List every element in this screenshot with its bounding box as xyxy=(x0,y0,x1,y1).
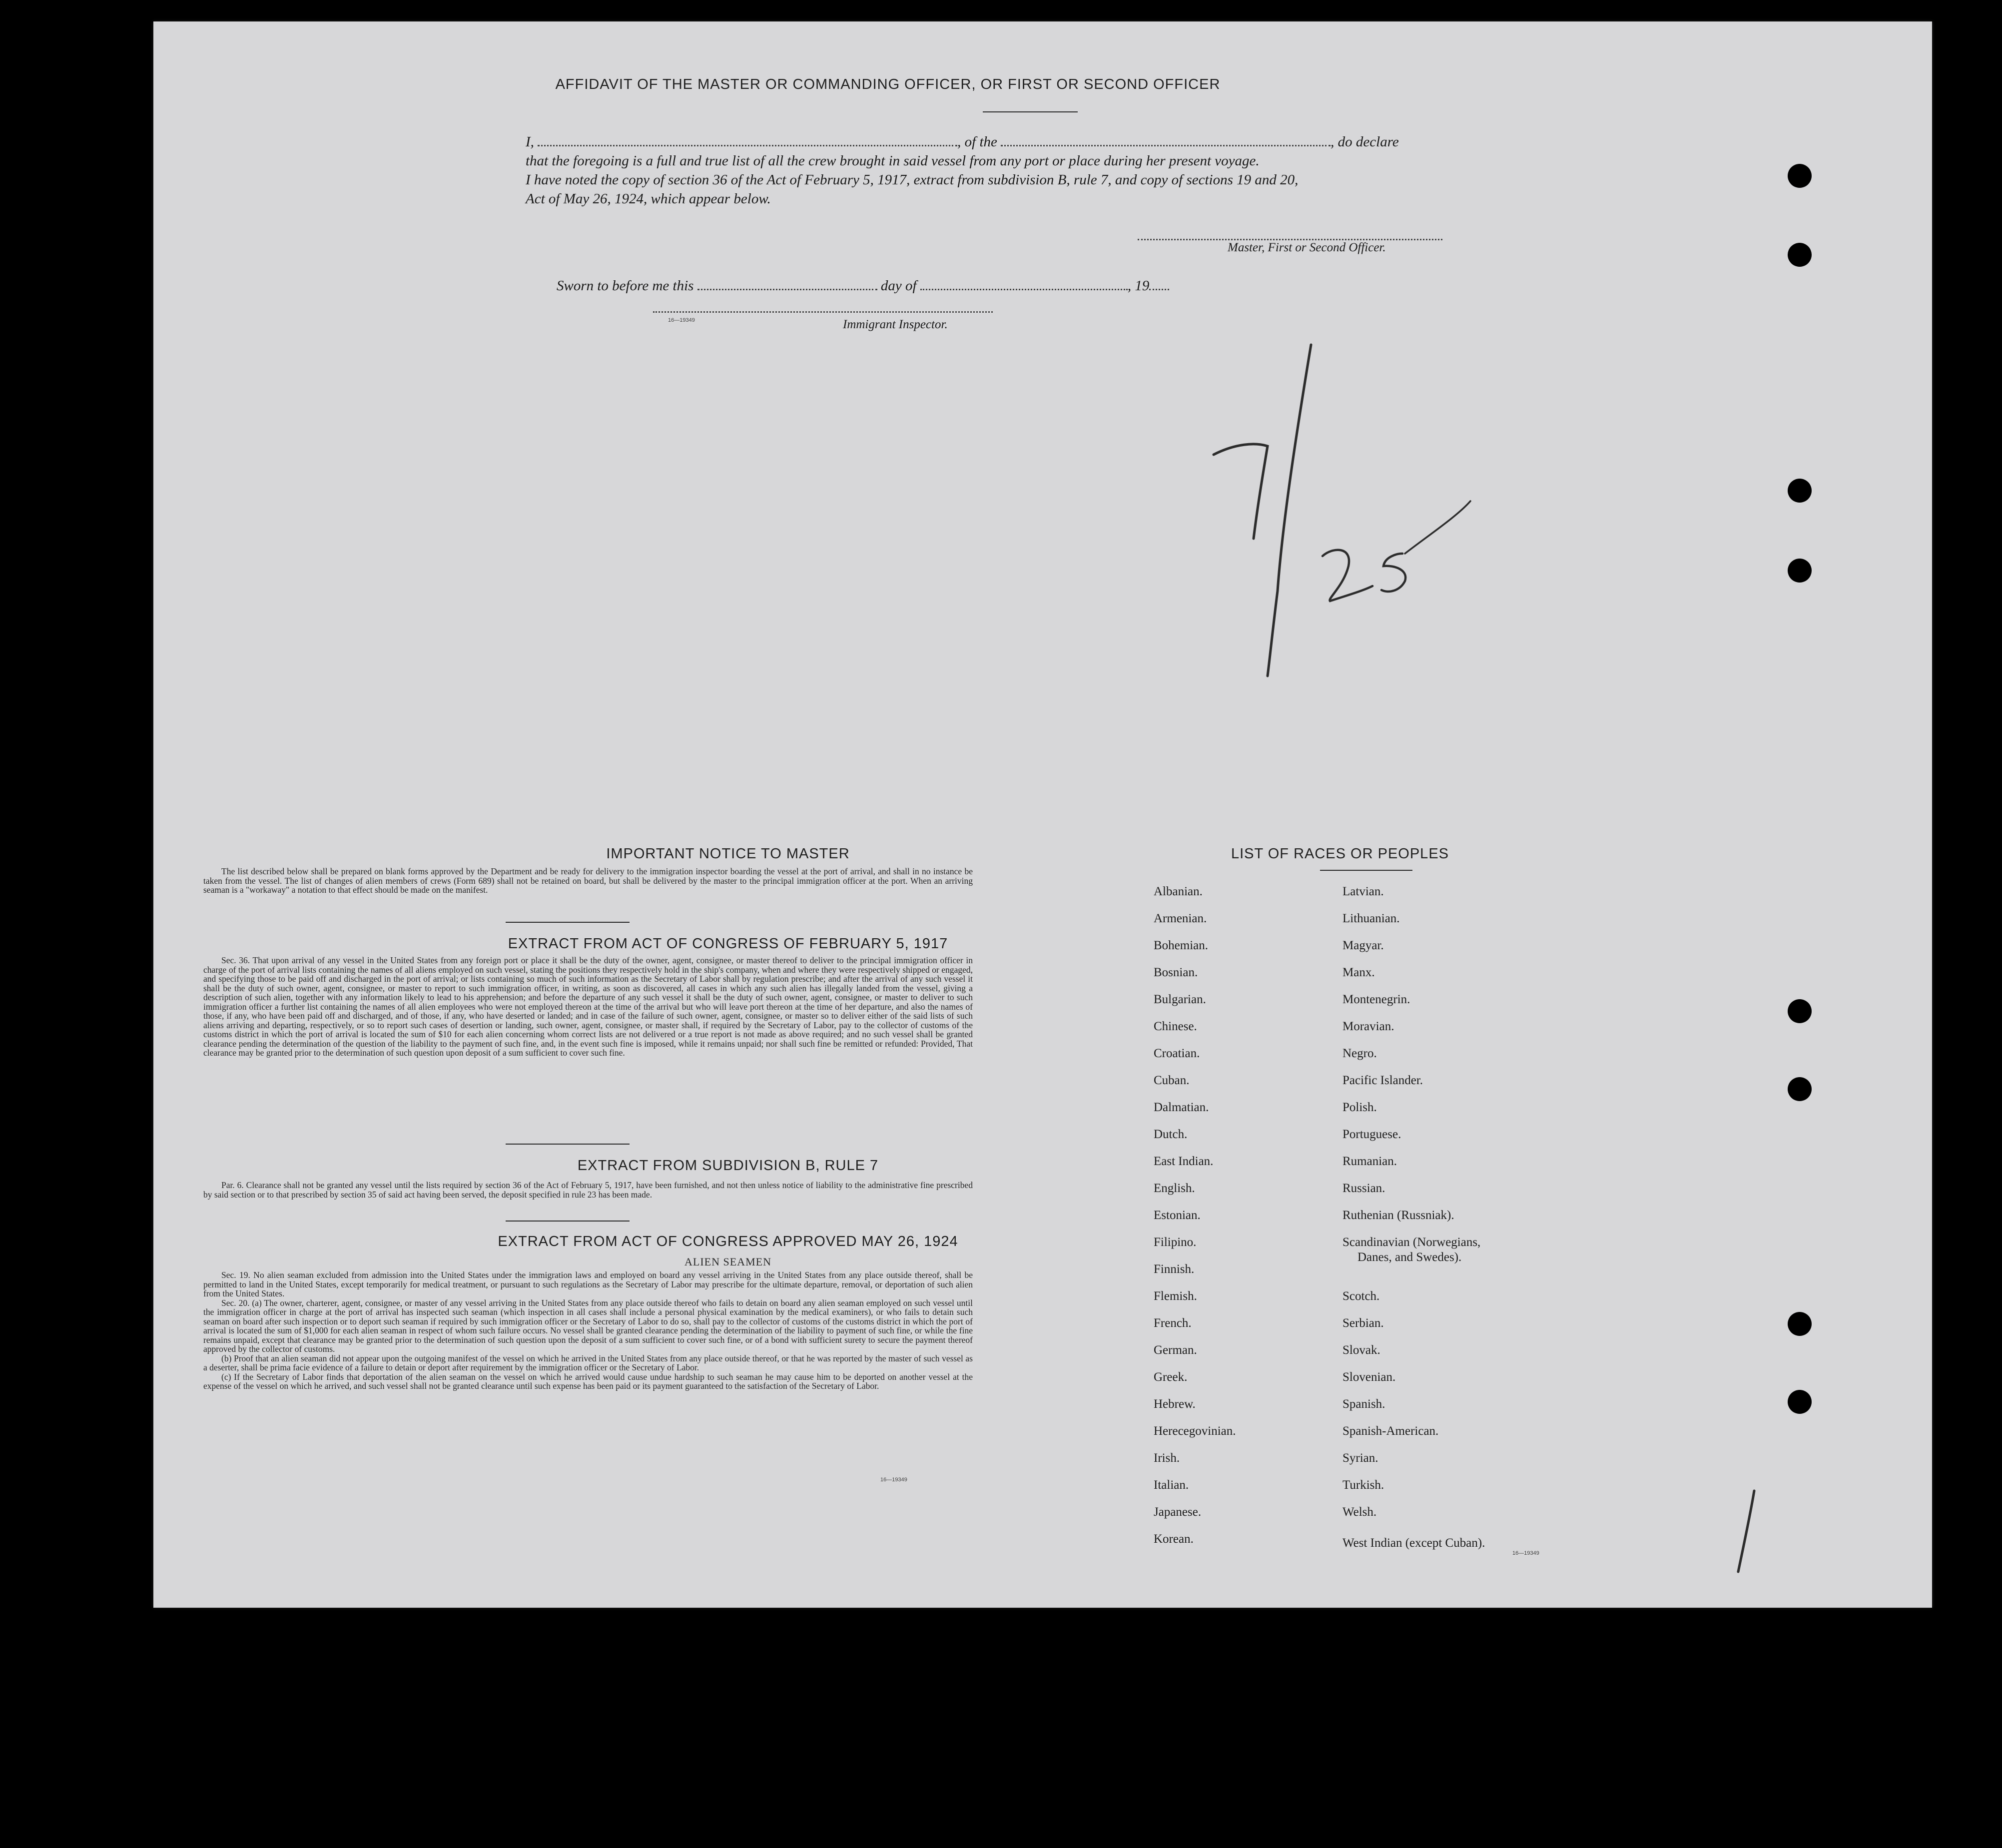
punch-hole xyxy=(1788,1077,1812,1101)
notice-form-number: 16—19349 xyxy=(880,1477,907,1483)
race-item: Syrian. xyxy=(1342,1451,1378,1465)
race-item: Cuban. xyxy=(1154,1074,1190,1087)
race-item: Spanish-American. xyxy=(1342,1424,1439,1438)
notice-heading: IMPORTANT NOTICE TO MASTER xyxy=(606,846,850,862)
extract-1924-heading: EXTRACT FROM ACT OF CONGRESS APPROVED MAY 26, 1924 xyxy=(498,1233,958,1249)
race-item: Portuguese. xyxy=(1342,1128,1401,1141)
affidavit-line-2: that the foregoing is a full and true list of all the crew brought in said vessel from any port or place during her present voyage. xyxy=(526,153,1260,169)
race-item: French. xyxy=(1154,1316,1192,1330)
race-item: Manx. xyxy=(1342,966,1375,979)
extract-1917-body xyxy=(203,956,973,1058)
race-item: Welsh. xyxy=(1342,1505,1377,1519)
master-signature-label: Master, First or Second Officer. xyxy=(1228,241,1386,254)
race-item: Turkish. xyxy=(1342,1478,1384,1492)
handwritten-tally-mark xyxy=(1732,1488,1762,1578)
race-item: Armenian. xyxy=(1154,912,1207,925)
race-item: Estonian. xyxy=(1154,1209,1201,1222)
race-item: Croatian. xyxy=(1154,1047,1200,1060)
affidavit-i: I, xyxy=(526,134,534,150)
extract-1924-body xyxy=(203,1270,973,1391)
races-heading: LIST OF RACES OR PEOPLES xyxy=(1231,846,1449,862)
sworn-day-blank[interactable] xyxy=(697,277,877,290)
race-item: Hebrew. xyxy=(1154,1397,1196,1411)
section-divider xyxy=(506,1221,630,1222)
race-item: Ruthenian (Russniak). xyxy=(1342,1209,1454,1222)
sec-20c-text: (c) If the Secretary of Labor finds that deportation of the alien seaman on the vessel on which he arrived would cause undue hardship to such seaman he may cause him to be deported on another vessel at the expense of the vessel on which he arrived, and such vessel shall not be granted clearance until such expense has been paid or its payment guaranteed to the satisfaction of the Secretary of Labor. xyxy=(203,1371,973,1391)
race-item: Bulgarian. xyxy=(1154,993,1206,1006)
race-item: Korean. xyxy=(1154,1532,1194,1546)
punch-hole xyxy=(1788,479,1812,503)
affidavit-form-number: 16—19349 xyxy=(668,317,695,323)
inspector-label: Immigrant Inspector. xyxy=(843,318,948,331)
day-of-label: day of xyxy=(880,278,917,294)
affidavit-body xyxy=(526,132,1465,208)
races-form-number: 16—19349 xyxy=(1512,1550,1539,1556)
year-prefix: , 19 xyxy=(1127,278,1150,294)
race-item: Pacific Islander. xyxy=(1342,1074,1423,1087)
sworn-line xyxy=(557,276,1169,295)
race-item: Spanish. xyxy=(1342,1397,1385,1411)
sec-20a-text: Sec. 20. (a) The owner, charterer, agent, consignee, or master of any vessel arriving in the United States from any place outside thereof who fails to detain on board any alien seaman employed on such vessel until the immigration officer in charge at the port of arrival has inspected such seaman (which inspection in all cases shall include a personal physical examination by the medical examiners), or who fails to detain such seaman on board after such inspection or to deport such seaman if required by such immigration officer or the Secretary of Labor to do so, shall pay to the collector of customs of the customs district in which the port of arrival is located the sum of $1,000 for each alien seaman in respect of whom such failure occurs. No vessel shall be granted clearance pending the determination of the liability to payment of such fine, or while the fine remains unpaid, except that clearance may be granted prior to the determination of such question upon the deposit of a sum sufficient to cover such fine, or of a bond with sufficient surety to secure the payment thereof approved by the collector of customs. xyxy=(203,1297,973,1354)
race-item: Dutch. xyxy=(1154,1128,1188,1141)
extract-rule7-heading: EXTRACT FROM SUBDIVISION B, RULE 7 xyxy=(577,1158,879,1174)
sec-36-text: Sec. 36. That upon arrival of any vessel in the United States from any foreign port or place it shall be the duty of the owner, agent, consignee, or master thereof to deliver to the principal immigration officer in charge of the port of arrival lists containing the names of all aliens employed on such vessel, stating the positions they respectively hold in the ship's company, when and where they were respectively shipped or engaged, and specifying those to be paid off and discharged in the port of arrival; or lists containing so much of such information as the Secretary of Labor shall by regulation prescribe; and after the arrival of any such vessel it shall be the duty of such owner, agent, consignee, or master to report to such immigration officer, in writing, as soon as discovered, all cases in which any such alien has illegally landed from the vessel, giving a description of such alien, together with any information likely to lead to his apprehension; and before the departure of any such vessel it shall be the duty of such owner, agent, consignee, or master to deliver to such immigration officer a further list containing the names of all alien employees who were not employed thereon at the time of the arrival but who will leave port thereon at the time of her departure, and also the names of those, if any, who have been paid off and discharged, and of those, if any, who have deserted or landed; and in case of the failure of such owner, agent, consignee, or master so to deliver either of the said lists of such aliens arriving and departing, respectively, or so to report such cases of desertion or landing, such owner, agent, consignee, or master shall, if required by the Secretary of Labor, pay to the collector of customs of the customs district in which the port of arrival is located the sum of $10 for each alien concerning whom correct lists are not delivered or a true report is not made as above required; and no such vessel shall be granted clearance pending the determination of the question of the liability to the payment of such fine, and, in the event such fine is imposed, while it remains unpaid; nor shall such fine be remitted or refunded: Provided, That clearance may be granted prior to the determination of such question upon deposit of a sum sufficient to cover such fine. xyxy=(203,955,973,1058)
notice-text: The list described below shall be prepared on blank forms approved by the Department and be ready for delivery to the immigration inspector boarding the vessel at the port of arrival, and shall in no instance be taken from the vessel. The list of changes of alien members of crews (Form 689) shall not be retained on board, but shall be delivered by the master to the principal immigration officer at the port. When an arriving seaman is a "workaway" a notation to that effect should be made on the manifest. xyxy=(203,866,973,895)
name-blank[interactable] xyxy=(538,133,957,146)
race-item: Lithuanian. xyxy=(1342,912,1400,925)
punch-hole xyxy=(1788,1390,1812,1414)
punch-hole xyxy=(1788,999,1812,1023)
race-item: Serbian. xyxy=(1342,1316,1384,1330)
race-item: Slovenian. xyxy=(1342,1370,1396,1384)
race-item: Japanese. xyxy=(1154,1505,1202,1519)
race-item: Bohemian. xyxy=(1154,939,1209,952)
extract-rule7-body xyxy=(203,1181,973,1199)
punch-hole xyxy=(1788,164,1812,188)
affidavit-title: AFFIDAVIT OF THE MASTER OR COMMANDING OFFICER, OR FIRST OR SECOND OFFICER xyxy=(555,76,1221,92)
document-page xyxy=(153,21,1932,1608)
par-6-text: Par. 6. Clearance shall not be granted any vessel until the lists required by section 36 of the Act of February 5, 1917, have been furnished, and not then unless notice of liability to the administrative fine prescribed by said section or to that prescribed by section 35 of said act having been served, the deposit specified in rule 23 has been made. xyxy=(203,1180,973,1200)
affidavit-line-3: I have noted the copy of section 36 of the Act of February 5, 1917, extract from subdivision B, rule 7, and copy of sections 19 and 20, xyxy=(526,172,1299,188)
race-item: Scotch. xyxy=(1342,1289,1380,1303)
race-item: Filipino. xyxy=(1154,1235,1197,1249)
sec-20b-text: (b) Proof that an alien seaman did not appear upon the outgoing manifest of the vessel on which he arrived in the United States from any place outside thereof, or that he was reported by the master of such vessel as a deserter, shall be prima facie evidence of a failure to detain or deport after requirement by the immigration officer or the Secretary of Labor. xyxy=(203,1353,973,1372)
race-item: Chinese. xyxy=(1154,1020,1197,1033)
section-divider xyxy=(506,1144,630,1145)
sworn-month-blank[interactable] xyxy=(920,277,1128,290)
race-item: Greek. xyxy=(1154,1370,1188,1384)
race-item: English. xyxy=(1154,1182,1195,1195)
affidavit-declare: , do declare xyxy=(1331,134,1399,150)
race-item: Flemish. xyxy=(1154,1289,1197,1303)
race-item: Moravian. xyxy=(1342,1020,1394,1033)
race-item: Herecegovinian. xyxy=(1154,1424,1236,1438)
sworn-year-blank[interactable] xyxy=(1149,277,1169,290)
race-item: Bosnian. xyxy=(1154,966,1198,979)
handwritten-date-note xyxy=(1208,331,1527,711)
race-item: German. xyxy=(1154,1343,1197,1357)
punch-hole xyxy=(1788,243,1812,267)
race-item: Magyar. xyxy=(1342,939,1384,952)
section-divider xyxy=(506,922,630,923)
race-item: Polish. xyxy=(1342,1101,1377,1114)
race-item: Irish. xyxy=(1154,1451,1180,1465)
race-item: Italian. xyxy=(1154,1478,1189,1492)
punch-hole xyxy=(1788,1312,1812,1336)
race-item: Slovak. xyxy=(1342,1343,1380,1357)
sec-19-text: Sec. 19. No alien seaman excluded from admission into the United States under the immigration laws and employed on board any vessel arriving in the United States from any place outside thereof, shall be permitted to land in the United States, except temporarily for medical treatment, or pursuant to such regulations as the Secretary of Labor may prescribe for the ultimate departure, removal, or deportation of such alien from the United States. xyxy=(203,1270,973,1298)
race-item: Albanian. xyxy=(1154,885,1203,898)
race-item: Danes, and Swedes). xyxy=(1357,1250,1462,1264)
race-item: Negro. xyxy=(1342,1047,1377,1060)
affidavit-line-4: Act of May 26, 1924, which appear below. xyxy=(526,191,771,207)
affidavit-of-the: , of the xyxy=(957,134,997,150)
race-item: Scandinavian (Norwegians, xyxy=(1342,1235,1481,1249)
extract-1917-heading: EXTRACT FROM ACT OF CONGRESS OF FEBRUARY 5, 1917 xyxy=(508,936,948,952)
race-item: Dalmatian. xyxy=(1154,1101,1209,1114)
vessel-blank[interactable] xyxy=(1001,133,1331,146)
race-item: Latvian. xyxy=(1342,885,1384,898)
race-item: Finnish. xyxy=(1154,1262,1195,1276)
race-item: Rumanian. xyxy=(1342,1155,1397,1168)
alien-seamen-subheading: ALIEN SEAMEN xyxy=(684,1255,771,1268)
punch-hole xyxy=(1788,559,1812,583)
race-item: West Indian (except Cuban). xyxy=(1342,1536,1485,1550)
race-item: Russian. xyxy=(1342,1182,1385,1195)
title-divider xyxy=(983,111,1078,112)
notice-body xyxy=(203,867,973,895)
races-divider xyxy=(1320,870,1412,871)
sworn-label: Sworn to before me this xyxy=(557,278,694,294)
race-item: Montenegrin. xyxy=(1342,993,1410,1006)
race-item: East Indian. xyxy=(1154,1155,1214,1168)
inspector-signature-line[interactable] xyxy=(653,311,993,313)
